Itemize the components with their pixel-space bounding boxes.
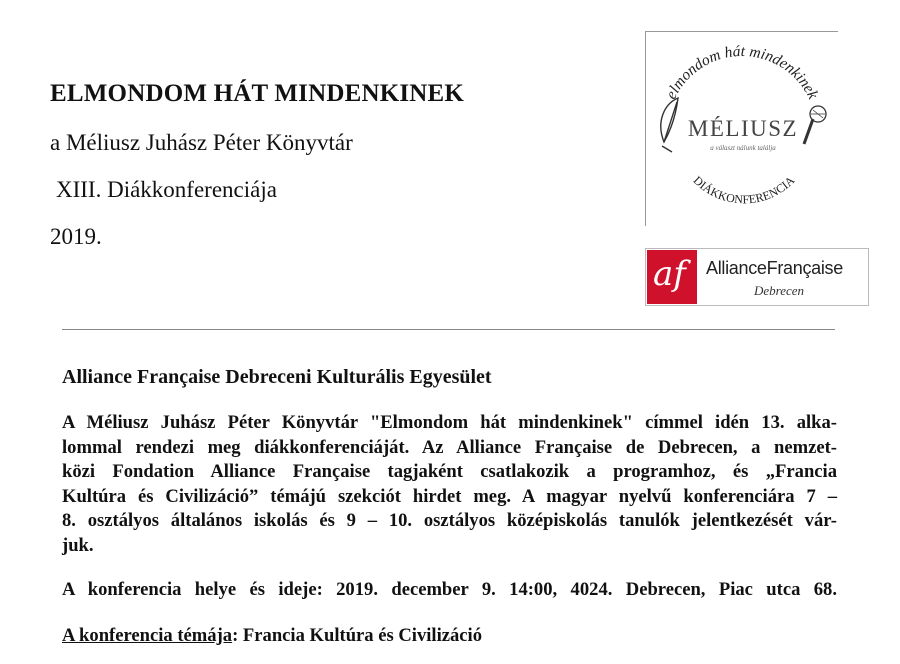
topic-line	[62, 623, 837, 649]
logo-arc-bottom-text: DIÁKKONFERENCIA	[690, 173, 798, 207]
af-mark: af	[647, 250, 697, 304]
paragraph-line: közi Fondation Alliance Française tagjaként csatlakozik a programhoz, és „Francia	[62, 461, 837, 482]
logo-arc-top-text: elmondom hát mindenkinek	[662, 42, 822, 102]
alliance-francaise-logo	[645, 248, 869, 306]
divider	[62, 329, 835, 330]
topic-value: : Francia Kultúra és Civilizáció	[232, 625, 483, 646]
logo-tagline: a választ nálunk találja	[710, 144, 776, 152]
microphone-icon	[804, 106, 826, 144]
quill-icon	[661, 98, 678, 152]
section-title: Alliance Française Debreceni Kulturális Egyesület	[62, 366, 492, 388]
venue-line: A konferencia helye és ideje: 2019. december 9. 14:00, 4024. Debrecen, Piac utca 68.	[62, 579, 837, 600]
paragraph-line: juk.	[62, 534, 94, 556]
topic-label: A konferencia témája	[62, 625, 233, 646]
paragraph-line: Kultúra és Civilizáció” témájú szekciót hirdet meg. A magyar nyelvű konferenciára 7 –	[62, 485, 837, 507]
meliusz-logo	[645, 31, 838, 226]
paragraph-line: lommal rendezi meg diákkonferenciáját. Az Alliance Française de Debrecen, a nemzet-	[62, 436, 837, 458]
af-city: Debrecen	[754, 283, 805, 298]
document-title: ELMONDOM HÁT MINDENKINEK	[50, 80, 465, 107]
paragraph-line: 8. osztályos általános iskolás és 9 – 10. osztályos középiskolás tanulók jelentkezését vár-	[62, 510, 837, 531]
paragraph-line: A Méliusz Juhász Péter Könyvtár "Elmondom hát mindenkinek" címmel idén 13. alka-	[62, 412, 837, 433]
af-name: AllianceFrançaise	[706, 258, 843, 278]
logo-name: MÉLIUSZ	[687, 116, 799, 141]
intro-paragraph	[62, 411, 837, 558]
subtitle-library: a Méliusz Juhász Péter Könyvtár	[50, 130, 353, 155]
subtitle-conference: XIII. Diákkonferenciája	[56, 177, 277, 202]
subtitle-year: 2019.	[50, 224, 102, 249]
